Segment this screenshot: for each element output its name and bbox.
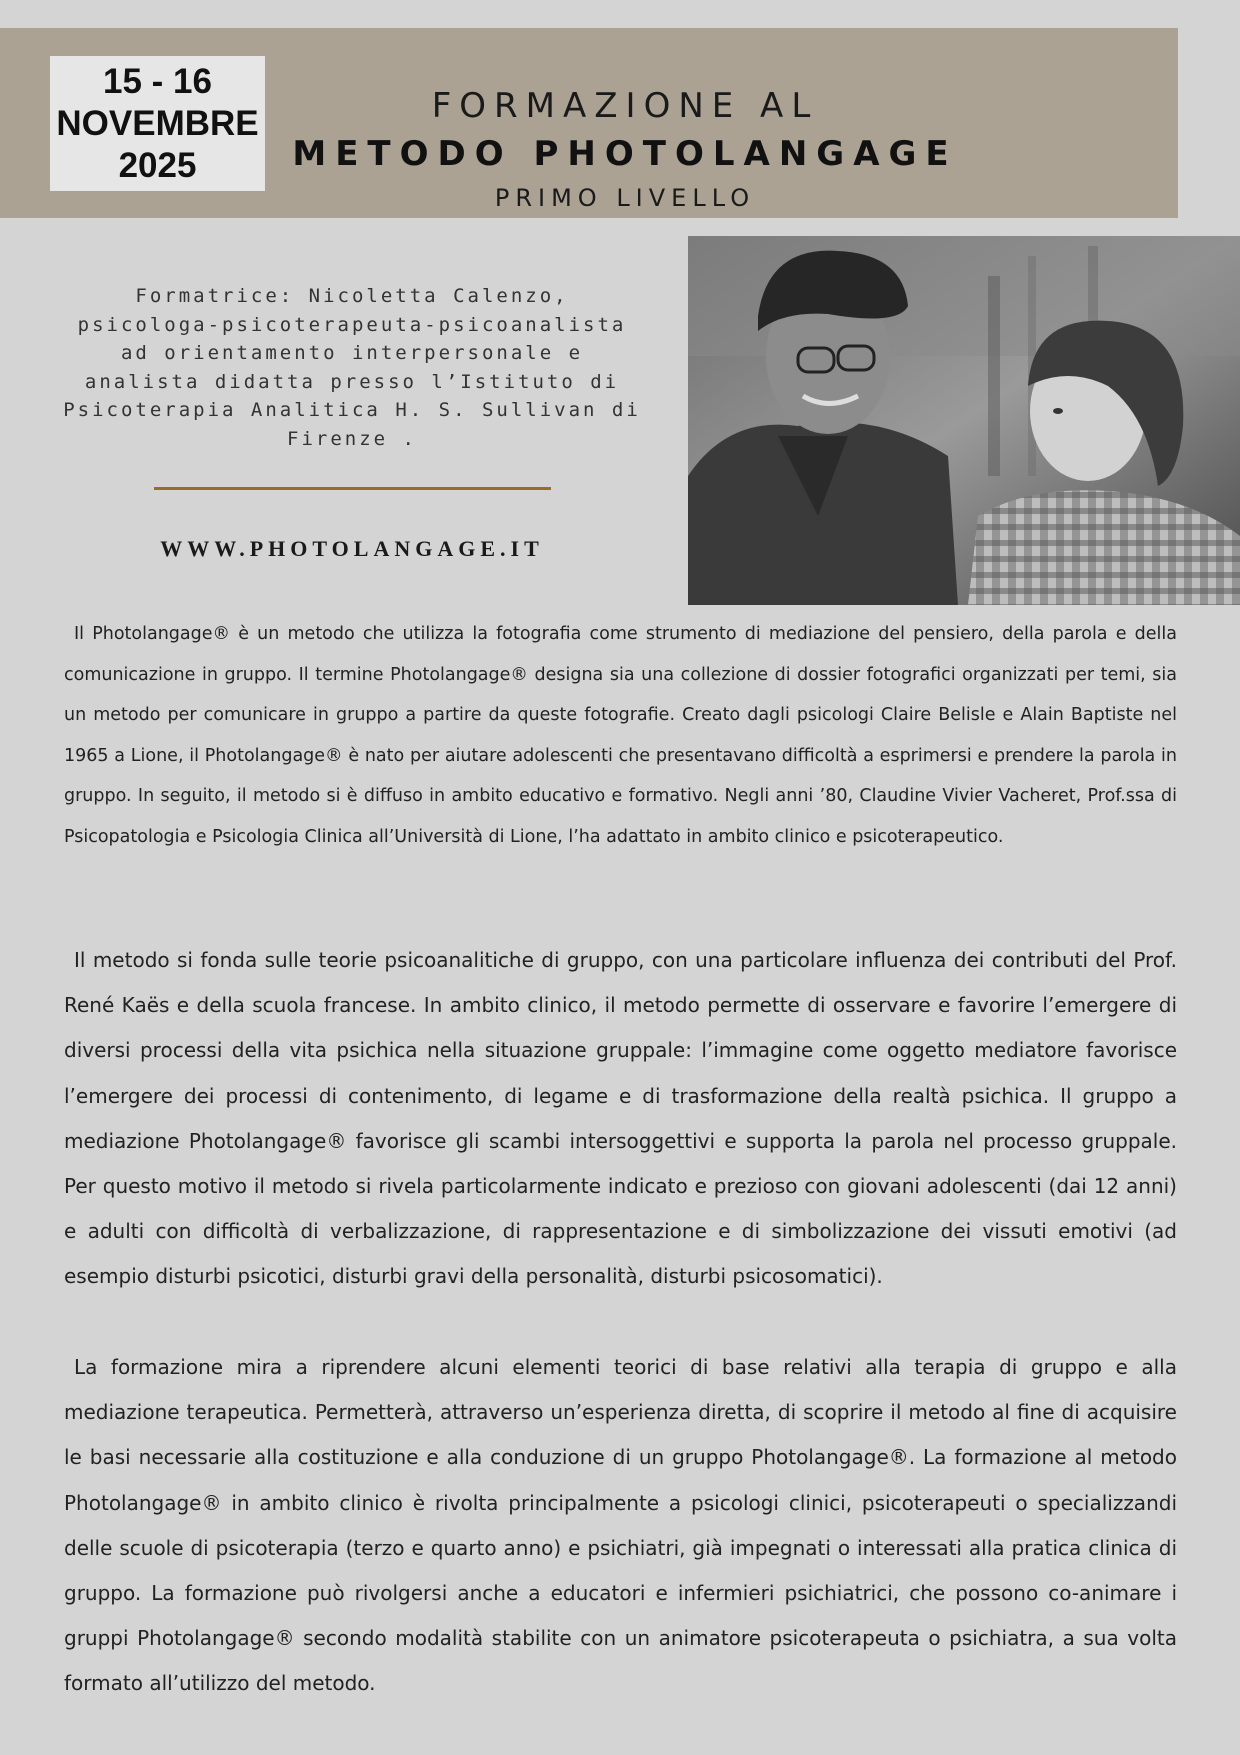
date-box — [50, 56, 265, 191]
trainer-info: Formatrice: Nicoletta Calenzo, psicologa-psicoterapeuta-psicoanalista ad orientamento interpersonale e analista didatta presso l’Istituto di Psicoterapia Analitica H. S. Sullivan di Firenze . — [63, 285, 641, 450]
title-line-formazione: FORMAZIONE AL — [431, 86, 819, 126]
paragraph-method: Il metodo si fonda sulle teorie psicoanalitiche di gruppo, con una particolare influenza dei contributi del Prof. René Kaës e della scuola francese. In ambito clinico, il metodo permette di osservare e favorire l’emergere di diversi processi della vita psichica nella situazione gruppale: l’immagine come oggetto mediatore favorisce l’emergere dei processi di contenimento, di legame e di trasformazione della realtà psichica. Il gruppo a mediazione Photolangage® favorisce gli scambi intersoggettivi e supporta la parola nel processo gruppale. Per questo motivo il metodo si rivela particolarmente indicato e prezioso con giovani adolescenti (dai 12 anni) e adulti con difficoltà di verbalizzazione, di rappresentazione e di simbolizzazione dei vissuti emotivi (ad esempio disturbi psicotici, disturbi gravi della personalità, disturbi psicosomatici). — [64, 948, 1177, 1289]
date-month: NOVEMBRE — [56, 103, 259, 143]
date-days: 15 - 16 — [103, 61, 212, 101]
title-line-livello: PRIMO LIVELLO — [494, 184, 756, 212]
section-divider — [154, 487, 551, 490]
header-banner — [0, 28, 1178, 218]
title-line-metodo: METODO PHOTOLANGAGE — [292, 134, 958, 174]
date-year: 2025 — [118, 145, 197, 185]
paragraph-intro: Il Photolangage® è un metodo che utilizza la fotografia come strumento di mediazione del pensiero, della parola e della comunicazione in gruppo. Il termine Photolangage® designa sia una collezione di dossier fotografici organizzati per temi, sia un metodo per comunicare in gruppo a partire da queste fotografie. Creato dagli psicologi Claire Belisle e Alain Baptiste nel 1965 a Lione, il Photolangage® è nato per aiutare adolescenti che presentavano difficoltà a esprimersi e prendere la parola in gruppo. In seguito, il metodo si è diffuso in ambito educativo e formativo. Negli anni ’80, Claudine Vivier Vacheret, Prof.ssa di Psicopatologia e Psicologia Clinica all’Università di Lione, l’ha adattato in ambito clinico e psicoterapeutico. — [64, 624, 1177, 847]
photo-illustration — [688, 236, 1240, 605]
photo-elderly-man-and-child — [688, 236, 1240, 605]
page-title — [270, 56, 980, 214]
paragraph-training: La formazione mira a riprendere alcuni elementi teorici di base relativi alla terapia di gruppo e alla mediazione terapeutica. Permetterà, attraverso un’esperienza diretta, di scoprire il metodo al fine di acquisire le basi necessarie alla costituzione e alla conduzione di un gruppo Photolangage®. La formazione al metodo Photolangage® in ambito clinico è rivolta principalmente a psicologi clinici, psicoterapeuti o specializzandi delle scuole di psicoterapia (terzo e quarto anno) e psichiatri, già impegnati o interessati alla pratica clinica di gruppo. La formazione può rivolgersi anche a educatori e infermieri psichiatrici, che possono co-animare i gruppi Photolangage® secondo modalità stabilite con un animatore psicoterapeuta o psichiatra, a sua volta formato all’utilizzo del metodo. — [64, 1355, 1177, 1696]
website-link[interactable]: WWW.PHOTOLANGAGE.IT — [160, 536, 544, 561]
